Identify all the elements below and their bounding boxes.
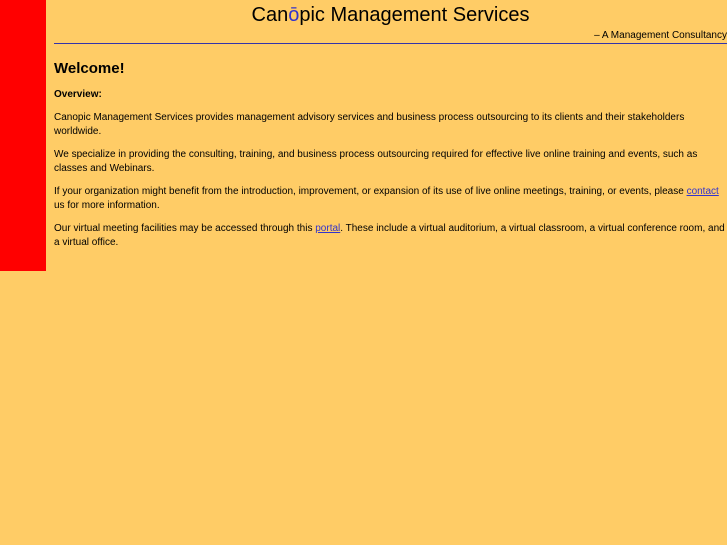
tagline: – A Management Consultancy	[594, 30, 727, 41]
title-divider	[54, 43, 727, 44]
overview-heading: Overview:	[54, 89, 102, 100]
main-content	[54, 0, 727, 250]
intro-paragraph: Canopic Management Services provides management advisory services and business process outsourcing to its clients and their stakeholders worldwide.	[54, 112, 685, 137]
portal-paragraph-text-end: . These include a virtual auditorium, a virtual classroom, a virtual conference room, and a virtual office.	[54, 223, 725, 248]
site-title-end: pic Management Services	[299, 4, 530, 26]
contact-paragraph-text-end: us for more information.	[54, 200, 160, 211]
portal-paragraph-text-start: Our virtual meeting facilities may be accessed through this	[54, 223, 316, 234]
site-title-start: Can	[251, 4, 289, 26]
welcome-heading: Welcome!	[54, 60, 125, 77]
portal-link[interactable]: portal	[315, 223, 341, 234]
site-title-accent-letter: ō	[288, 4, 300, 26]
contact-link[interactable]: contact	[686, 186, 719, 197]
portal-paragraph	[54, 222, 726, 250]
contact-paragraph-text-start: If your organization might benefit from the introduction, improvement, or expansion of its use of live online meetings, training, or events, please	[54, 186, 687, 197]
specialization-paragraph: We specialize in providing the consulting, training, and business process outsourcing required for effective live online training and events, such as classes and Webinars.	[54, 149, 698, 174]
left-red-bar	[0, 0, 46, 271]
contact-paragraph	[54, 185, 726, 213]
site-title	[54, 0, 727, 27]
